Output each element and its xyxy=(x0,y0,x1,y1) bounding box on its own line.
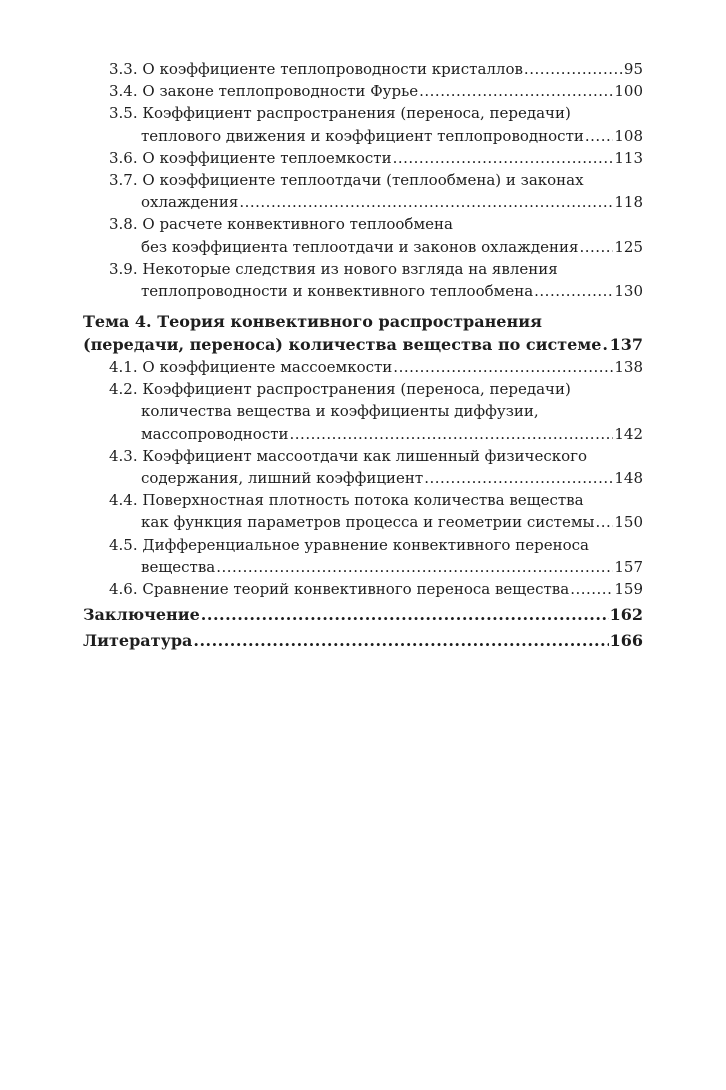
toc-entry-title: 4.1. О коэффициенте массоемкости xyxy=(109,358,393,377)
toc-page-number: 150 xyxy=(614,513,643,532)
toc-entry-title: 3.8. О расчете конвективного теплообмена xyxy=(109,215,453,234)
toc-page-number: 118 xyxy=(614,193,643,212)
dot-leader xyxy=(595,511,613,533)
toc-page-number: 157 xyxy=(614,557,643,576)
dot-leader xyxy=(424,467,613,489)
toc-entry-4-2[interactable] xyxy=(83,378,643,445)
toc-entry-title: 3.5. Коэффициент распространения (переноса, передачи) xyxy=(109,104,571,123)
toc-page-number: 166 xyxy=(609,631,643,651)
dot-leader xyxy=(579,236,613,258)
dot-leader xyxy=(393,147,614,169)
dot-leader xyxy=(239,191,613,213)
toc-page-number: 113 xyxy=(614,148,643,167)
toc-page-number: 100 xyxy=(614,82,643,101)
toc-page-number: 95 xyxy=(623,60,643,78)
toc-entry-title: 4.6. Сравнение теорий конвективного переноса вещества xyxy=(109,579,570,598)
toc-entry-title-continued: теплового движения и коэффициент теплопроводности xyxy=(141,126,584,145)
dot-leader xyxy=(534,280,613,302)
dot-leader xyxy=(201,603,609,626)
toc-entry-title: 3.7. О коэффициенте теплоотдачи (теплообмена) и законах xyxy=(109,170,584,189)
dot-leader xyxy=(570,578,613,600)
toc-conclusion-title: Заключение xyxy=(83,605,200,625)
toc-page-number: 162 xyxy=(609,605,643,625)
toc-entry-title: 3.9. Некоторые следствия из нового взгляда на явления xyxy=(109,259,558,278)
dot-leader xyxy=(290,423,614,445)
toc-literature-title: Литература xyxy=(83,631,193,651)
toc-page-number: 130 xyxy=(614,281,643,300)
toc-page-number: 142 xyxy=(614,424,643,443)
toc-entry-title: 3.4. О законе теплопроводности Фурье xyxy=(109,82,419,101)
toc-entry-4-1[interactable] xyxy=(83,356,643,378)
dot-leader xyxy=(216,556,613,578)
toc-literature[interactable] xyxy=(83,629,643,652)
toc-topic-4[interactable] xyxy=(83,310,643,356)
toc-page-number: 138 xyxy=(614,358,643,377)
toc-entry-3-3[interactable] xyxy=(83,58,643,80)
toc-entry-title-continued: массопроводности xyxy=(141,424,289,443)
toc-entry-3-7[interactable] xyxy=(83,169,643,213)
dot-leader xyxy=(524,58,623,80)
toc-page-number: 108 xyxy=(614,126,643,145)
dot-leader xyxy=(419,80,613,102)
toc-conclusion[interactable] xyxy=(83,603,643,626)
toc-entry-4-3[interactable] xyxy=(83,445,643,489)
dot-leader xyxy=(585,125,613,147)
toc-topic-title: Тема 4. Теория конвективного распространения xyxy=(83,312,542,332)
toc-topic-title-continued: (передачи, переноса) количества вещества по системе xyxy=(83,335,602,355)
table-of-contents xyxy=(83,58,643,652)
toc-entry-title: 3.3. О коэффициенте теплопроводности кристаллов xyxy=(109,60,523,78)
toc-entry-3-4[interactable] xyxy=(83,80,643,102)
toc-entry-title-continued: как функция параметров процесса и геометрии системы xyxy=(141,513,595,532)
toc-entry-title: 3.6. О коэффициенте теплоемкости xyxy=(109,148,392,167)
dot-leader xyxy=(393,356,613,378)
toc-entry-title-continued: содержания, лишний коэффициент xyxy=(141,469,424,487)
toc-entry-title-continued: без коэффициента теплоотдачи и законов охлаждения xyxy=(141,237,579,256)
toc-page-number: 137 xyxy=(609,335,643,355)
toc-entry-title: 4.5. Дифференциальное уравнение конвективного переноса xyxy=(109,535,589,554)
toc-entry-3-5[interactable] xyxy=(83,102,643,146)
toc-page-number: 159 xyxy=(614,579,643,598)
toc-page-number: 125 xyxy=(614,237,643,256)
toc-entry-title-continued: охлаждения xyxy=(141,193,239,212)
dot-leader xyxy=(602,333,608,356)
toc-entry-3-6[interactable] xyxy=(83,147,643,169)
toc-page-number: 148 xyxy=(614,469,643,487)
toc-entry-4-5[interactable] xyxy=(83,534,643,578)
toc-entry-title-continued: количества вещества и коэффициенты диффузии, xyxy=(141,402,539,421)
toc-entry-title-continued: вещества xyxy=(141,557,216,576)
toc-entry-title: 4.4. Поверхностная плотность потока количества вещества xyxy=(109,491,584,510)
toc-entry-3-8[interactable] xyxy=(83,213,643,257)
dot-leader xyxy=(193,629,608,652)
toc-entry-4-6[interactable] xyxy=(83,578,643,600)
toc-entry-title: 4.2. Коэффициент распространения (переноса, передачи) xyxy=(109,380,571,399)
toc-entry-title-continued: теплопроводности и конвективного теплообмена xyxy=(141,281,534,300)
toc-entry-title: 4.3. Коэффициент массоотдачи как лишенный физического xyxy=(109,446,588,465)
toc-entry-3-9[interactable] xyxy=(83,258,643,302)
toc-entry-4-4[interactable] xyxy=(83,489,643,533)
